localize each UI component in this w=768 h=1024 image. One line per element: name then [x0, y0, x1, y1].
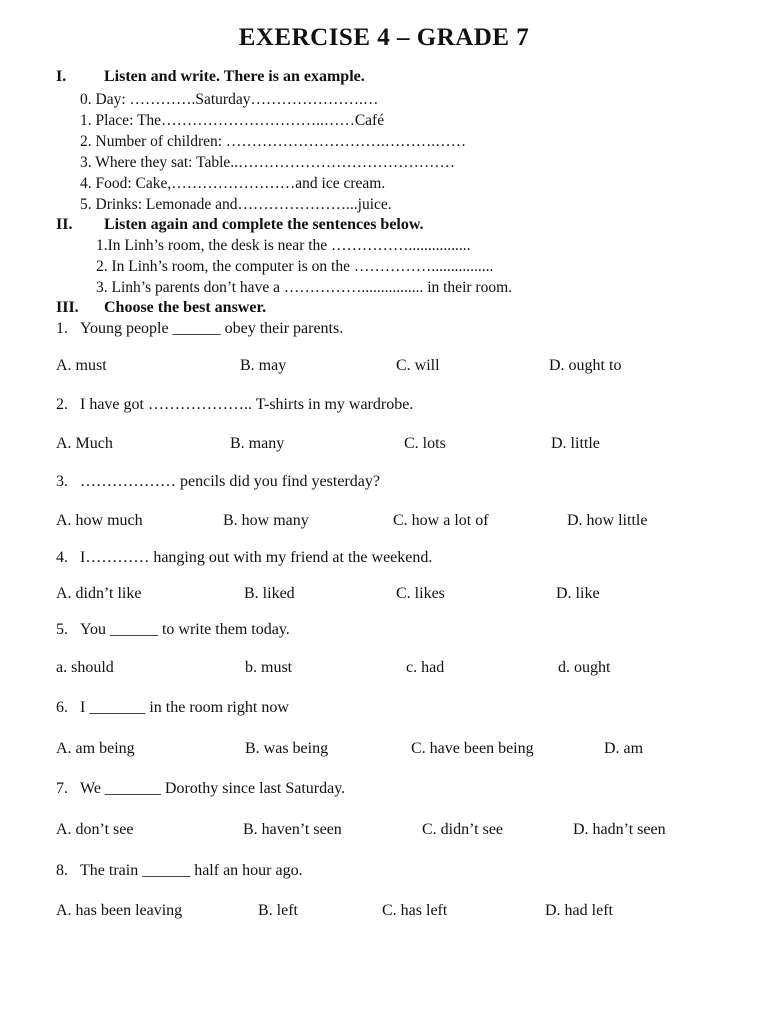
question-1-option-b: B. may	[240, 357, 287, 374]
question-2	[56, 396, 413, 414]
question-5	[56, 621, 290, 639]
question-4-text: I………… hanging out with my friend at the weekend.	[80, 549, 433, 566]
section-3-heading	[56, 299, 266, 317]
question-1-text: Young people ______ obey their parents.	[80, 320, 344, 337]
question-5-option-c: c. had	[406, 659, 445, 676]
section-3-title: Choose the best answer.	[104, 299, 267, 316]
question-5-text: You ______ to write them today.	[80, 621, 290, 638]
question-7-option-a: A. don’t see	[56, 821, 134, 838]
question-4-number: 4.	[56, 549, 68, 566]
question-5-option-a: a. should	[56, 659, 114, 676]
section-1-heading	[56, 68, 365, 86]
section-1-line-4: 4. Food: Cake,……………………and ice cream.	[80, 175, 386, 192]
question-1-option-d: D. ought to	[549, 357, 622, 374]
question-6-number: 6.	[56, 699, 68, 716]
section-2-line-2: 3. Linh’s parents don’t have a ……………................ in their room.	[96, 279, 513, 296]
question-4	[56, 549, 432, 567]
question-6-option-d: D. am	[604, 740, 644, 757]
section-3-number: III.	[56, 299, 79, 316]
question-1-option-a: A. must	[56, 357, 107, 374]
question-4-option-c: C. likes	[396, 585, 445, 602]
question-4-option-a: A. didn’t like	[56, 585, 142, 602]
section-1-title: Listen and write. There is an example.	[104, 68, 365, 85]
question-2-option-a: A. Much	[56, 435, 113, 452]
question-2-option-c: C. lots	[404, 435, 446, 452]
section-1-number: I.	[56, 68, 67, 85]
section-2-line-0: 1.In Linh’s room, the desk is near the ……………................	[96, 237, 471, 254]
section-2-title: Listen again and complete the sentences below.	[104, 216, 424, 233]
question-5-option-d: d. ought	[558, 659, 611, 676]
question-3-option-c: C. how a lot of	[393, 512, 489, 529]
question-3-option-b: B. how many	[223, 512, 309, 529]
question-1-option-c: C. will	[396, 357, 440, 374]
question-4-option-b: B. liked	[244, 585, 295, 602]
question-3	[56, 473, 380, 491]
page-title: EXERCISE 4 – GRADE 7	[238, 24, 530, 51]
question-2-text: I have got ……………….. T-shirts in my wardrobe.	[80, 396, 414, 413]
question-3-number: 3.	[56, 473, 68, 490]
question-1	[56, 320, 343, 338]
question-6-option-b: B. was being	[245, 740, 329, 757]
section-1-line-0: 0. Day: ………….Saturday………………….…	[80, 91, 379, 108]
question-6	[56, 699, 289, 717]
question-8-number: 8.	[56, 862, 68, 879]
question-7	[56, 780, 345, 798]
question-3-text: ……………… pencils did you find yesterday?	[80, 473, 380, 490]
question-2-number: 2.	[56, 396, 68, 413]
question-5-option-b: b. must	[245, 659, 293, 676]
question-7-option-d: D. hadn’t seen	[573, 821, 666, 838]
section-2-line-1: 2. In Linh’s room, the computer is on the ……………................	[96, 258, 494, 275]
question-8	[56, 862, 303, 880]
question-6-option-a: A. am being	[56, 740, 135, 757]
section-1-line-3: 3. Where they sat: Table..……………………………………	[80, 154, 456, 171]
question-5-number: 5.	[56, 621, 68, 638]
section-1-line-1: 1. Place: The…………………………..……Café	[80, 112, 385, 129]
question-4-option-d: D. like	[556, 585, 600, 602]
section-2-number: II.	[56, 216, 73, 233]
question-6-text: I _______ in the room right now	[80, 699, 289, 716]
question-8-option-c: C. has left	[382, 902, 448, 919]
section-1-line-2: 2. Number of children: ………………………….……….……	[80, 133, 467, 150]
question-2-option-b: B. many	[230, 435, 285, 452]
question-1-number: 1.	[56, 320, 68, 337]
question-3-option-a: A. how much	[56, 512, 143, 529]
question-2-option-d: D. little	[551, 435, 600, 452]
question-7-text: We _______ Dorothy since last Saturday.	[80, 780, 346, 797]
question-8-option-b: B. left	[258, 902, 298, 919]
question-6-option-c: C. have been being	[411, 740, 534, 757]
section-1-line-5: 5. Drinks: Lemonade and…………………...juice.	[80, 196, 392, 213]
question-3-option-d: D. how little	[567, 512, 648, 529]
question-7-number: 7.	[56, 780, 68, 797]
section-2-heading	[56, 216, 424, 234]
question-7-option-b: B. haven’t seen	[243, 821, 342, 838]
question-8-option-d: D. had left	[545, 902, 613, 919]
question-8-text: The train ______ half an hour ago.	[80, 862, 303, 879]
question-7-option-c: C. didn’t see	[422, 821, 504, 838]
question-8-option-a: A. has been leaving	[56, 902, 183, 919]
